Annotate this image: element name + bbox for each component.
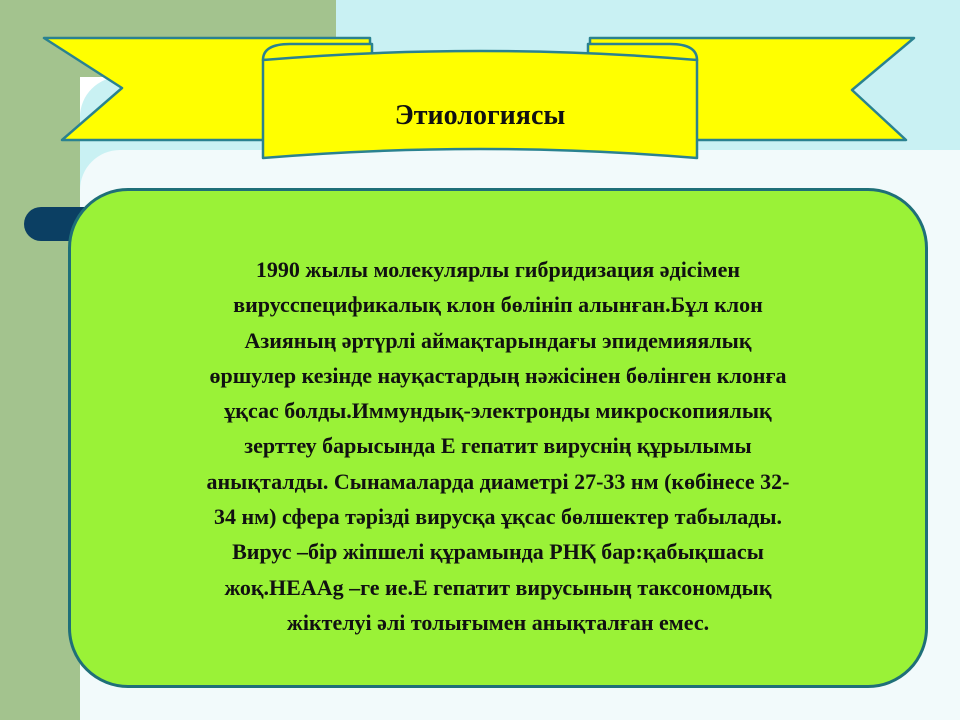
content-line: анықталды. Сынамаларда диаметрі 27-33 нм (көбінесе 32- [206, 468, 790, 494]
content-line: жіктелуі әлі толығымен анықталған емес. [286, 609, 710, 635]
content-line: ұқсас болды.Иммундық-электронды микроскопиялық [224, 398, 772, 424]
content-line: 1990 жылы молекулярлы гибридизация әдісімен [255, 257, 741, 282]
content-line: Вирус –бір жіпшелі құрамында РНҚ бар:қабықшасы [232, 539, 764, 565]
content-line: жоқ.НЕААg –ге ие.Е гепатит вирусының таксономдық [224, 574, 772, 600]
content-line: вирусспецификалық клон бөлініп алынған.Бұл клон [233, 292, 763, 318]
slide-title: Этиологиясы [394, 100, 566, 131]
content-line: 34 нм) сфера тәрізді вирусқа ұқсас бөлшектер табылады. [213, 504, 783, 530]
content-text [98, 252, 898, 640]
content-line: Азияның әртүрлі аймақтарындағы эпидемияялық [244, 327, 752, 353]
content-line: өршулер кезінде науқастардың нәжісінен бөлінген клонға [209, 362, 787, 388]
content-line: зерттеу барысында Е гепатит вируснің құрылымы [244, 433, 752, 459]
